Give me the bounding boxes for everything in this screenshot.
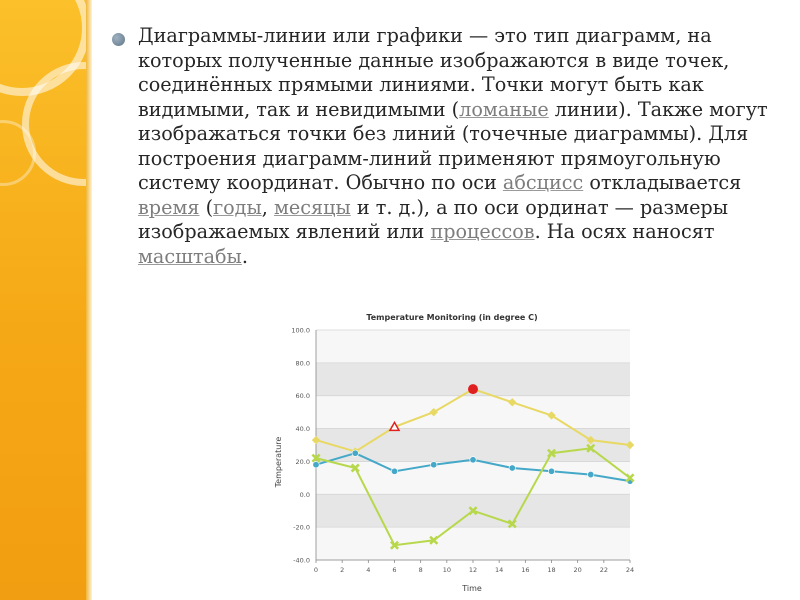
- link-scales[interactable]: масштабы: [138, 244, 242, 268]
- x-axis-label: Time: [462, 584, 482, 593]
- x-tick-label: 24: [625, 566, 635, 574]
- data-point: [548, 468, 554, 474]
- data-point: [470, 457, 476, 463]
- x-tick-label: 22: [599, 566, 608, 574]
- plot-background: [316, 330, 630, 560]
- y-tick-label: 100.0: [291, 326, 310, 335]
- y-tick-label: 40.0: [295, 425, 310, 434]
- temperature-chart: [268, 304, 640, 596]
- text-segment: .: [241, 244, 248, 268]
- sidebar-decoration: [0, 0, 90, 600]
- link-years[interactable]: годы: [213, 195, 262, 219]
- x-tick-label: 16: [521, 566, 530, 574]
- link-lomanye[interactable]: ломаные: [459, 97, 549, 121]
- data-point: [431, 462, 437, 468]
- data-point: [588, 471, 594, 477]
- text-segment: линии). Также могут изображаться точки без линий (точечные диаграммы). Для построения диаграмм-линий применяют прямоугольную систему координат. Обычно по оси: [138, 97, 768, 194]
- y-tick-label: -20.0: [293, 523, 310, 532]
- y-tick-label: -40.0: [293, 556, 310, 565]
- x-tick-label: 2: [340, 566, 345, 574]
- x-tick-label: 10: [442, 566, 451, 574]
- chart-title: Temperature Monitoring (in degree C): [366, 313, 538, 322]
- y-axis-label: Temperature: [274, 436, 283, 488]
- x-tick-label: 14: [495, 566, 504, 574]
- x-tick-label: 8: [418, 566, 423, 574]
- data-point: [352, 450, 358, 456]
- chart-svg: [268, 304, 640, 596]
- bullet-icon: [112, 33, 125, 46]
- x-tick-label: 4: [366, 566, 371, 574]
- y-tick-label: 0.0: [299, 490, 310, 499]
- highlight-point: [468, 384, 478, 394]
- data-point: [509, 465, 515, 471]
- main-paragraph: [112, 24, 780, 269]
- text-segment: (: [199, 195, 214, 219]
- x-tick-label: 12: [468, 566, 478, 574]
- y-tick-label: 20.0: [295, 457, 310, 466]
- data-point: [391, 468, 397, 474]
- link-time[interactable]: время: [138, 195, 200, 219]
- text-segment: ,: [261, 195, 274, 219]
- text-segment: . На осях наносят: [534, 220, 715, 243]
- y-tick-label: 80.0: [295, 359, 310, 368]
- paragraph-text: [138, 24, 780, 269]
- x-tick-label: 0: [313, 566, 319, 574]
- sidebar-edge: [86, 0, 92, 600]
- x-tick-label: 6: [392, 566, 397, 574]
- text-segment: и т. д.), а по оси ординат — размеры изображаемых явлений или: [138, 195, 728, 243]
- link-abscissa[interactable]: абсцисс: [502, 171, 584, 194]
- link-months[interactable]: месяцы: [273, 195, 351, 219]
- text-segment: откладывается: [583, 171, 742, 194]
- text-segment: Диаграммы-линии или графики — это тип диаграмм, на которых полученные данные изображаются в виде точек, соединённых прямыми линиями. Точки могут быть как видимыми, так и невидимыми (: [138, 24, 730, 121]
- x-tick-label: 20: [573, 566, 582, 574]
- link-processes[interactable]: процессов: [430, 220, 535, 243]
- x-tick-label: 18: [547, 566, 556, 574]
- data-point: [313, 462, 319, 468]
- y-tick-label: 60.0: [295, 392, 310, 401]
